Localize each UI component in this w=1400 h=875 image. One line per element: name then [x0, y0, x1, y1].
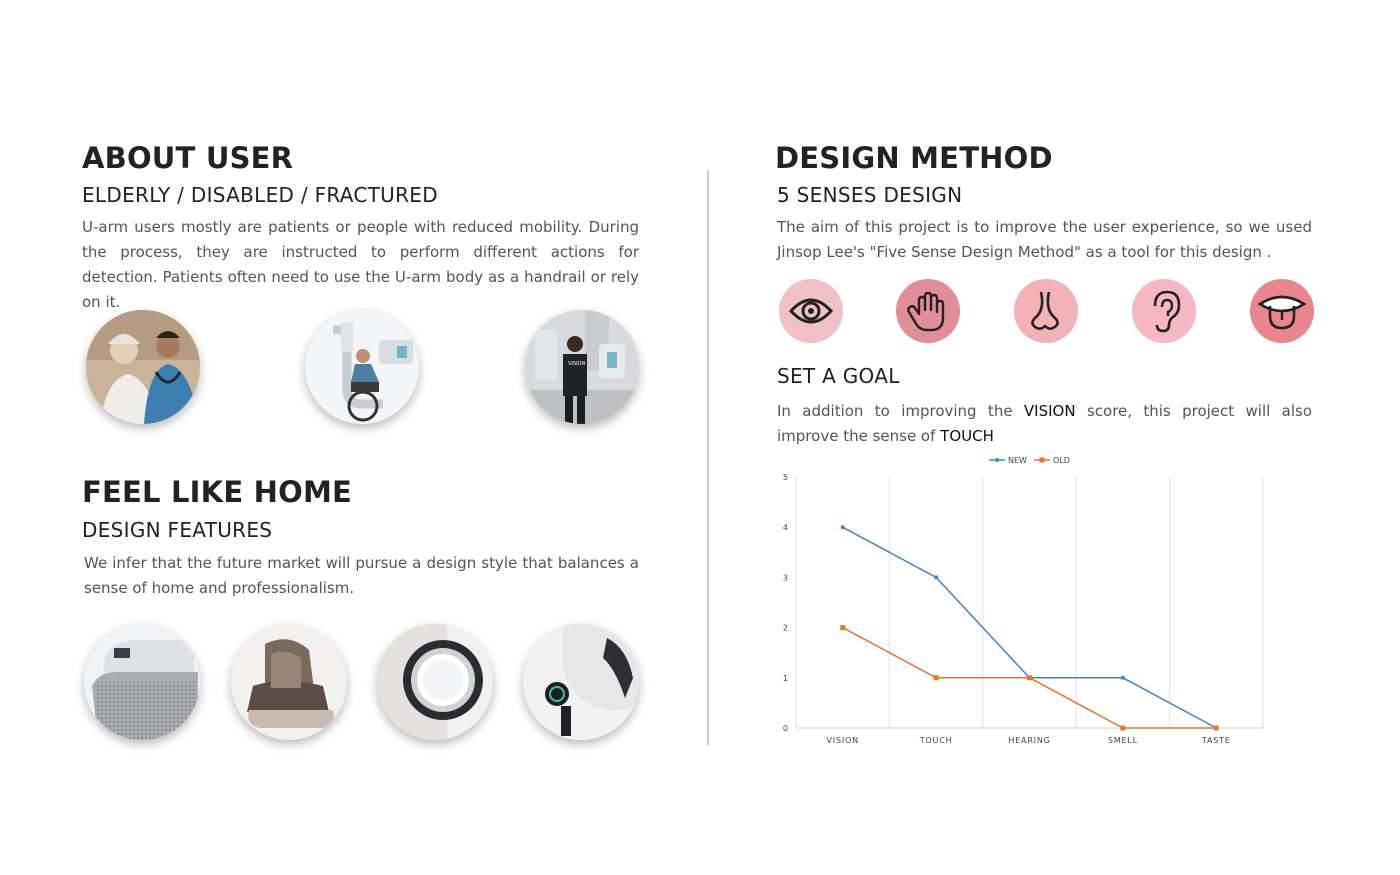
tongue-icon [1250, 279, 1314, 343]
svg-text:VISION: VISION [568, 361, 586, 367]
data-point [841, 525, 845, 529]
device-detail-photo [523, 624, 639, 740]
set-goal-title: SET A GOAL [777, 364, 900, 388]
ear-icon [1132, 279, 1196, 343]
data-point [934, 575, 938, 579]
series-line-new [843, 527, 1217, 728]
eye-icon [779, 279, 843, 343]
vision-emphasis: VISION [1023, 402, 1076, 420]
y-tick-label: 0 [782, 724, 788, 733]
legend-marker [1040, 458, 1045, 463]
design-method-title: DESIGN METHOD [775, 141, 1053, 175]
data-point [1214, 726, 1219, 731]
legend-label: NEW [1008, 456, 1027, 465]
touch-emphasis: TOUCH [940, 427, 994, 445]
hand-icon [896, 279, 960, 343]
y-tick-label: 2 [782, 623, 788, 633]
y-tick-label: 1 [782, 673, 788, 683]
legend-label: OLD [1053, 456, 1070, 465]
design-features-body: We infer that the future market will pursue a design style that balances a sense of home and professionalism. [84, 554, 639, 597]
design-method-body: The aim of this project is to improve the user experience, so we used Jinsop Lee's "Five Sense Design Method" as a tool for this design . [777, 218, 1312, 261]
elderly-patient-photo [86, 310, 200, 424]
about-user-title: ABOUT USER [82, 141, 294, 175]
about-user-subtitle: ELDERLY / DISABLED / FRACTURED [82, 183, 438, 207]
feel-like-home-title: FEEL LIKE HOME [82, 475, 353, 509]
x-tick-label: VISION [826, 736, 859, 745]
nose-icon [1014, 279, 1078, 343]
design-features-subtitle: DESIGN FEATURES [82, 518, 273, 542]
legend-marker [995, 458, 999, 462]
massage-chair-photo [231, 624, 347, 740]
wheelchair-patient-photo [305, 310, 419, 424]
data-point [934, 675, 939, 680]
about-user-body: U-arm users mostly are patients or people with reduced mobility. During the process, they are instructed to perform different actions for detection. Patients often need to use the U-arm body as a handrail or rely on it. [82, 218, 639, 311]
column-divider [707, 170, 709, 745]
technician-photo [525, 310, 639, 424]
y-tick-label: 4 [782, 523, 788, 533]
x-tick-label: TOUCH [919, 736, 953, 745]
senses-line-chart [770, 450, 1290, 750]
five-senses-subtitle: 5 SENSES DESIGN [777, 183, 963, 207]
y-tick-label: 3 [782, 573, 788, 583]
set-goal-body: In addition to improving the VISION score, this project will also improve the sense of TOUCH [777, 402, 1312, 445]
dial-device-photo [377, 624, 493, 740]
x-tick-label: SMELL [1107, 736, 1138, 745]
data-point [1027, 675, 1032, 680]
y-tick-label: 5 [782, 473, 788, 482]
air-purifier-photo [84, 624, 200, 740]
x-tick-label: TASTE [1201, 736, 1231, 745]
data-point [1120, 726, 1125, 731]
x-tick-label: HEARING [1008, 736, 1051, 745]
data-point [1121, 676, 1125, 680]
data-point [840, 625, 845, 630]
